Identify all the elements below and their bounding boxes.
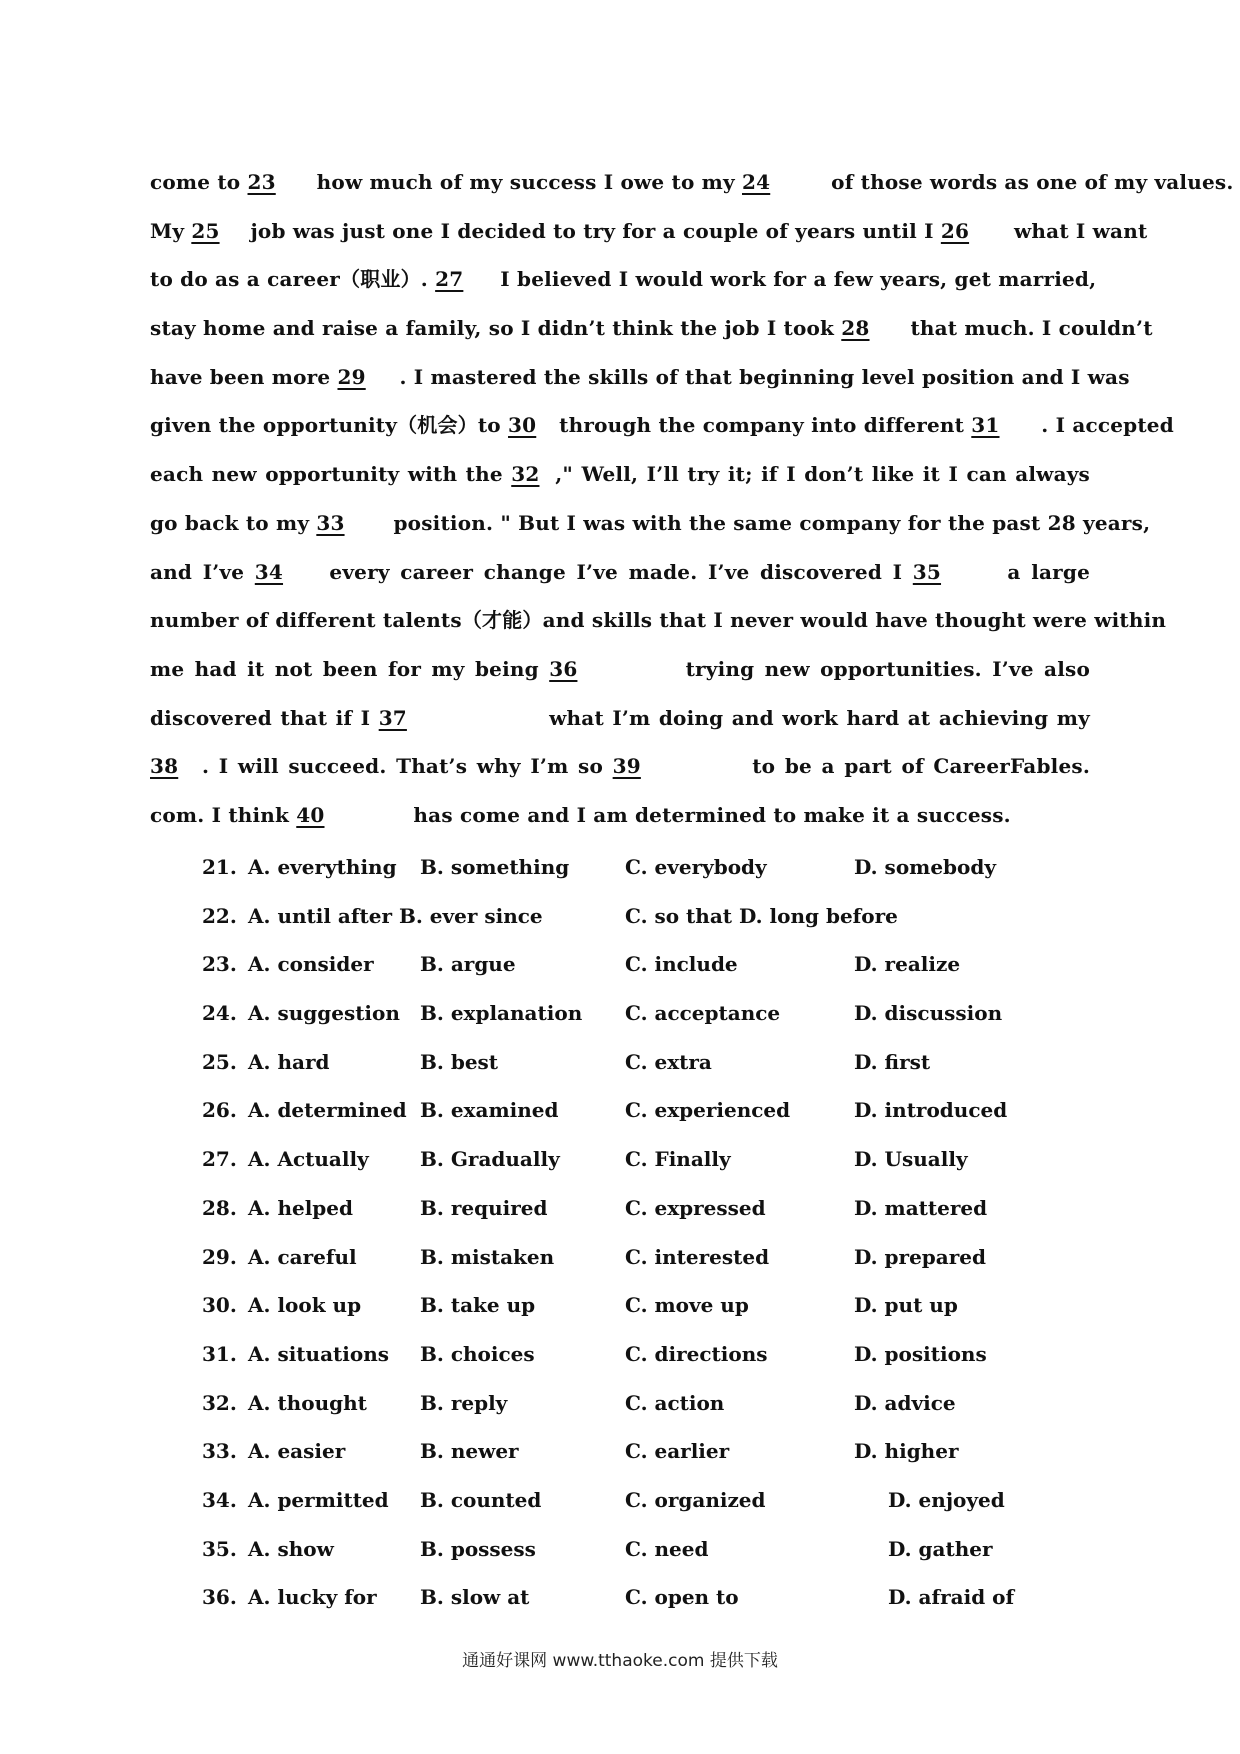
passage-text: of those words as one of my values. bbox=[824, 170, 1234, 194]
option-d: D. higher bbox=[854, 1439, 959, 1464]
option-d: D. put up bbox=[854, 1293, 958, 1318]
option-a: A. hard bbox=[248, 1049, 330, 1074]
option-a: A. suggestion bbox=[248, 1001, 400, 1026]
passage-line bbox=[150, 255, 1097, 304]
blank-38: 38 bbox=[150, 754, 179, 779]
option-row bbox=[202, 1038, 1082, 1087]
option-row bbox=[202, 1281, 1082, 1330]
option-b: B. slow at bbox=[420, 1585, 530, 1610]
passage-text: go back to my bbox=[150, 510, 317, 535]
question-number: 32. bbox=[202, 1390, 237, 1415]
option-c: C. expressed bbox=[625, 1195, 766, 1220]
option-b: B. examined bbox=[420, 1098, 559, 1123]
blank-25: 25 bbox=[191, 218, 220, 243]
passage-text: . I mastered the skills of that beginning level position and I was bbox=[399, 364, 1130, 389]
blank-28: 28 bbox=[841, 316, 870, 341]
option-row bbox=[202, 1427, 1082, 1476]
option-d: D. first bbox=[854, 1049, 931, 1074]
option-d: D. positions bbox=[854, 1341, 987, 1366]
passage-text: ," Well, I’ll try it; if I don’t like it I can always bbox=[555, 462, 1091, 487]
passage-text: each new opportunity with the bbox=[150, 462, 512, 487]
passage-text: a large bbox=[996, 559, 1090, 584]
passage-line bbox=[150, 207, 1148, 256]
blank-40: 40 bbox=[296, 802, 325, 827]
option-a: A. thought bbox=[248, 1390, 367, 1415]
passage-line bbox=[150, 791, 1090, 840]
option-d: D. introduced bbox=[854, 1098, 1008, 1123]
passage-line bbox=[150, 694, 1090, 743]
option-row bbox=[202, 1086, 1082, 1135]
option-a: A. permitted bbox=[248, 1487, 389, 1512]
blank-24: 24 bbox=[742, 170, 771, 194]
passage-line bbox=[150, 353, 1130, 402]
passage-text: have been more bbox=[150, 364, 338, 389]
option-c: C. move up bbox=[625, 1293, 749, 1318]
question-number: 28. bbox=[202, 1195, 237, 1220]
question-number: 25. bbox=[202, 1049, 237, 1074]
blank-26: 26 bbox=[940, 218, 970, 243]
option-b: B. take up bbox=[420, 1293, 536, 1318]
blank-32: 32 bbox=[511, 462, 540, 487]
passage-line bbox=[150, 499, 1151, 548]
question-number: 22. bbox=[202, 903, 237, 928]
passage-text: stay home and raise a family, so I didn’t think the job I took bbox=[150, 316, 842, 341]
passage-text: has come and I am determined to make it a success. bbox=[406, 802, 1011, 827]
question-number: 34. bbox=[202, 1487, 237, 1512]
blank-23: 23 bbox=[247, 170, 276, 194]
option-a: A. determined bbox=[248, 1098, 407, 1123]
passage-line bbox=[150, 596, 1167, 645]
option-c: C. open to bbox=[625, 1585, 739, 1610]
option-d: D. gather bbox=[888, 1536, 993, 1561]
passage-text: number of different talents（才能）and skills that I never would have thought were within bbox=[150, 608, 1167, 633]
option-c: C. everybody bbox=[625, 855, 767, 879]
option-row bbox=[202, 843, 1082, 892]
passage-line bbox=[150, 304, 1153, 353]
option-d: D. enjoyed bbox=[888, 1487, 1005, 1512]
passage-text: to do as a career（职业）. bbox=[150, 267, 436, 292]
question-number: 29. bbox=[202, 1244, 237, 1269]
passage-line bbox=[150, 450, 1090, 499]
option-b: B. best bbox=[420, 1049, 499, 1074]
passage-text: com. I think bbox=[150, 802, 297, 827]
blank-29: 29 bbox=[337, 364, 366, 389]
cloze-passage bbox=[150, 158, 1234, 840]
option-c: C. experienced bbox=[625, 1098, 791, 1123]
option-a: A. lucky for bbox=[248, 1585, 377, 1610]
option-row bbox=[202, 1135, 1082, 1184]
option-d: D. somebody bbox=[854, 855, 996, 879]
option-c: C. need bbox=[625, 1536, 709, 1561]
question-number: 21. bbox=[202, 855, 237, 879]
option-c: C. include bbox=[625, 952, 738, 977]
option-b: B. required bbox=[420, 1195, 548, 1220]
option-c: C. directions bbox=[625, 1341, 768, 1366]
passage-text: how much of my success I owe to my bbox=[309, 170, 742, 194]
option-row bbox=[202, 1476, 1082, 1525]
option-b: B. Gradually bbox=[420, 1147, 560, 1172]
question-number: 26. bbox=[202, 1098, 237, 1123]
blank-39: 39 bbox=[612, 754, 641, 779]
option-a: A. careful bbox=[248, 1244, 357, 1269]
option-row bbox=[202, 989, 1082, 1038]
passage-text: trying new opportunities. I’ve also bbox=[675, 656, 1090, 681]
blank-33: 33 bbox=[316, 510, 345, 535]
option-row bbox=[202, 1184, 1082, 1233]
option-a: A. everything bbox=[248, 855, 397, 879]
blank-30: 30 bbox=[508, 413, 537, 438]
blank-31: 31 bbox=[971, 413, 1000, 438]
passage-text: come to bbox=[150, 170, 248, 194]
passage-text: discovered that if I bbox=[150, 705, 379, 730]
question-number: 36. bbox=[202, 1585, 237, 1610]
blank-34: 34 bbox=[254, 559, 284, 584]
option-d: D. Usually bbox=[854, 1147, 968, 1172]
passage-line bbox=[150, 158, 1234, 207]
option-b: B. newer bbox=[420, 1439, 519, 1464]
passage-line bbox=[150, 548, 1090, 597]
option-b: B. mistaken bbox=[420, 1244, 555, 1269]
option-row bbox=[202, 1330, 1082, 1379]
passage-text: through the company into different bbox=[552, 413, 972, 438]
option-row bbox=[202, 1233, 1082, 1282]
option-d: D. realize bbox=[854, 952, 961, 977]
option-c: C. interested bbox=[625, 1244, 770, 1269]
question-number: 24. bbox=[202, 1001, 237, 1026]
passage-text: to be a part of CareerFables. bbox=[742, 754, 1090, 779]
option-a: A. look up bbox=[248, 1293, 362, 1318]
question-number: 33. bbox=[202, 1439, 237, 1464]
option-b: B. counted bbox=[420, 1487, 542, 1512]
passage-text: every career change I’ve made. I’ve discovered I bbox=[318, 559, 913, 584]
option-c: C. acceptance bbox=[625, 1001, 781, 1026]
passage-line bbox=[150, 645, 1090, 694]
blank-35: 35 bbox=[912, 559, 942, 584]
passage-text: . I accepted bbox=[1041, 413, 1174, 438]
option-c: C. Finally bbox=[625, 1147, 731, 1172]
passage-text: given the opportunity（机会）to bbox=[150, 413, 509, 438]
passage-text: that much. I couldn’t bbox=[903, 316, 1153, 341]
passage-text: I believed I would work for a few years, get married, bbox=[493, 267, 1097, 292]
passage-text: me had it not been for my being bbox=[150, 656, 550, 681]
option-b: B. something bbox=[420, 855, 570, 879]
passage-line bbox=[150, 742, 1090, 791]
passage-text: position. " But I was with the same company for the past 28 years, bbox=[386, 510, 1151, 535]
option-row bbox=[202, 940, 1082, 989]
option-b: B. reply bbox=[420, 1390, 508, 1415]
question-number: 23. bbox=[202, 952, 237, 977]
option-b: B. choices bbox=[420, 1341, 535, 1366]
question-number: 30. bbox=[202, 1293, 237, 1318]
option-a: A. situations bbox=[248, 1341, 390, 1366]
passage-text: and I’ve bbox=[150, 559, 255, 584]
passage-text: job was just one I decided to try for a couple of years until I bbox=[243, 218, 941, 243]
passage-line bbox=[150, 401, 1174, 450]
option-a: A. show bbox=[248, 1536, 334, 1561]
option-d: D. mattered bbox=[854, 1195, 988, 1220]
page-footer: 通通好课网 www.tthaoke.com 提供下载 bbox=[462, 1651, 778, 1671]
option-c: C. so that D. long before bbox=[625, 903, 898, 928]
passage-text: what I want bbox=[1006, 218, 1148, 243]
passage-text: . I will succeed. That’s why I’m so bbox=[202, 754, 613, 779]
option-row bbox=[202, 1573, 1082, 1622]
option-d: D. advice bbox=[854, 1390, 956, 1415]
option-d: D. discussion bbox=[854, 1001, 1003, 1026]
option-c: C. action bbox=[625, 1390, 725, 1415]
blank-37: 37 bbox=[378, 705, 407, 730]
question-number: 35. bbox=[202, 1536, 237, 1561]
option-a: A. helped bbox=[248, 1195, 353, 1220]
option-b: B. explanation bbox=[420, 1001, 583, 1026]
option-row bbox=[202, 1525, 1082, 1574]
option-c: C. extra bbox=[625, 1049, 712, 1074]
answer-options bbox=[202, 843, 1082, 1622]
option-b: B. argue bbox=[420, 952, 516, 977]
option-a: A. consider bbox=[248, 952, 374, 977]
option-row bbox=[202, 1379, 1082, 1428]
question-number: 31. bbox=[202, 1341, 237, 1366]
blank-27: 27 bbox=[435, 267, 464, 292]
option-a: A. Actually bbox=[248, 1147, 369, 1172]
passage-text: My bbox=[150, 218, 192, 243]
blank-36: 36 bbox=[549, 656, 578, 681]
option-d: D. prepared bbox=[854, 1244, 986, 1269]
passage-text: what I’m doing and work hard at achieving my bbox=[540, 705, 1090, 730]
option-c: C. earlier bbox=[625, 1439, 730, 1464]
option-b: B. possess bbox=[420, 1536, 536, 1561]
option-row bbox=[202, 892, 1082, 941]
option-a: A. easier bbox=[248, 1439, 346, 1464]
option-a: A. until after B. ever since bbox=[248, 903, 543, 928]
option-c: C. organized bbox=[625, 1487, 766, 1512]
question-number: 27. bbox=[202, 1147, 237, 1172]
option-d: D. afraid of bbox=[888, 1585, 1015, 1610]
